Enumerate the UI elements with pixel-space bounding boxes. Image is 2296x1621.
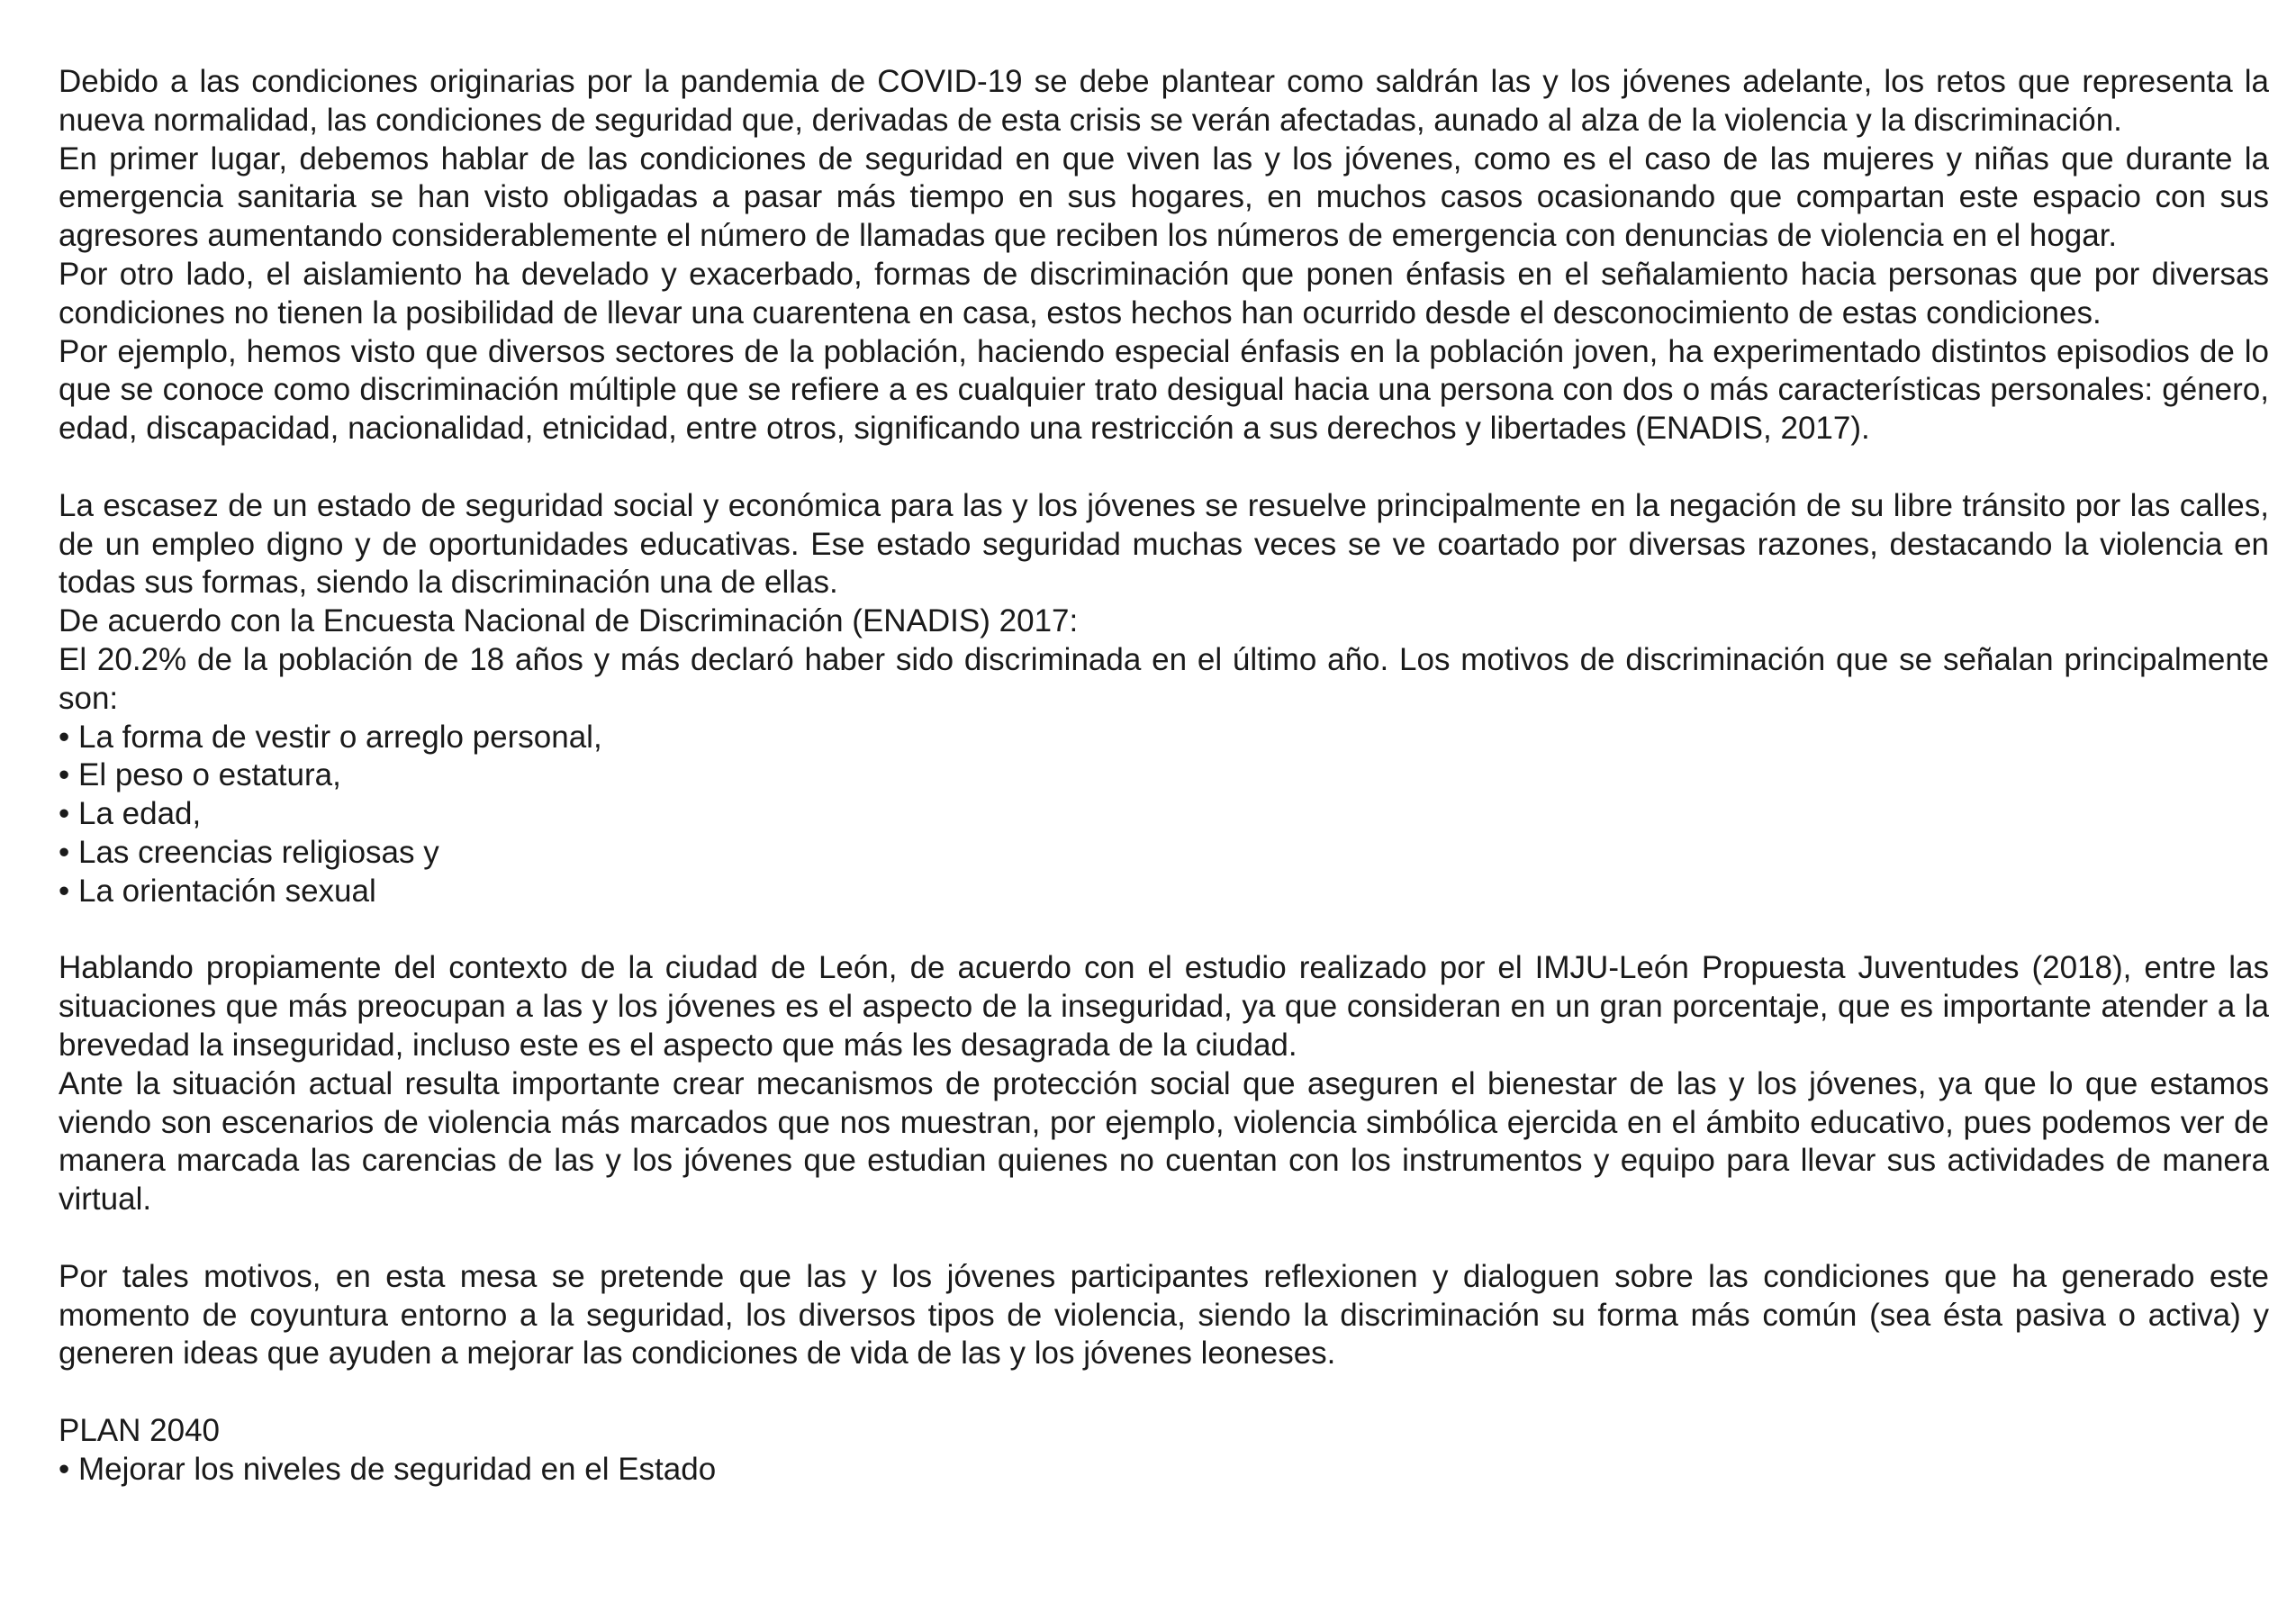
blank-line [59,1219,2269,1258]
list-item: • La forma de vestir o arreglo personal, [59,719,602,755]
list-item: • El peso o estatura, [59,757,341,793]
paragraph-scarcity: La escasez de un estado de seguridad social y económica para las y los jóvenes se resuelve principalmente en la negación de su libre tránsito por las calles, de un empleo digno y de oportunidades educativas. Ese estado seguridad muchas veces se ve coartado por diversas razones, destacando la violencia en todas sus formas, siendo la discriminación una de ellas. [59,487,2269,601]
paragraph-conclusion: Por tales motivos, en esta mesa se pretende que las y los jóvenes participantes reflexionen y dialoguen sobre las condiciones que ha generado este momento de coyuntura entorno a la seguridad, los diversos tipos de violencia, siendo la discriminación su forma más común (sea ésta pasiva o activa) y generen ideas que ayuden a mejorar las condiciones de vida de las y los jóvenes leoneses. [59,1258,2269,1372]
paragraph-intro: Debido a las condiciones originarias por la pandemia de COVID-19 se debe plantear como saldrán las y los jóvenes adelante, los retos que representa la nueva normalidad, las condiciones de seguridad que, derivadas de esta crisis se verán afectadas, aunado al alza de la violencia y la discriminación. [59,64,2269,138]
discrimination-reasons-list [59,719,2269,911]
paragraph-multiple-discrimination: Por ejemplo, hemos visto que diversos sectores de la población, haciendo especial énfasis en la población joven, ha experimentado distintos episodios de lo que se conoce como discriminación múltiple que se refiere a es cualquier trato desigual hacia una persona con dos o más características personales: género, edad, discapacidad, nacionalidad, etnicidad, entre otros, significando una restricción a sus derechos y libertades (ENADIS, 2017). [59,333,2269,447]
blank-line [59,448,2269,487]
paragraph-social-protection: Ante la situación actual resulta importante crear mecanismos de protección social que aseguren el bienestar de las y los jóvenes, ya que lo que estamos viendo son escenarios de violencia más marcados que nos muestran, por ejemplo, violencia simbólica ejercida en el ámbito educativo, pues podemos ver de manera marcada las carencias de las y los jóvenes que estudian quienes no cuentan con los instrumentos y equipo para llevar sus actividades de manera virtual. [59,1065,2269,1218]
list-item: • La orientación sexual [59,873,376,909]
paragraph-leon-context: Hablando propiamente del contexto de la ciudad de León, de acuerdo con el estudio realizado por el IMJU-León Propuesta Juventudes (2018), entre las situaciones que más preocupan a las y los jóvenes es el aspecto de la inseguridad, ya que consideran en un gran porcentaje, que es importante atender a la brevedad la inseguridad, incluso este es el aspecto que más les desagrada de la ciudad. [59,950,2269,1063]
paragraph-security-conditions: En primer lugar, debemos hablar de las condiciones de seguridad en que viven las y los jóvenes, como es el caso de las mujeres y niñas que durante la emergencia sanitaria se han visto obligadas a pasar más tiempo en sus hogares, en muchos casos ocasionando que compartan este espacio con sus agresores aumentando considerablemente el número de llamadas que reciben los números de emergencia con denuncias de violencia en el hogar. [59,140,2269,254]
paragraph-isolation: Por otro lado, el aislamiento ha develado y exacerbado, formas de discriminación que ponen énfasis en el señalamiento hacia personas que por diversas condiciones no tienen la posibilidad de llevar una cuarentena en casa, estos hechos han ocurrido desde el desconocimiento de estas condiciones. [59,256,2269,331]
plan-heading: PLAN 2040 [59,1412,221,1448]
blank-line [59,911,2269,950]
list-item: • Las creencias religiosas y [59,834,439,870]
paragraph-enadis-stat: El 20.2% de la población de 18 años y más declaró haber sido discriminada en el último año. Los motivos de discriminación que se señalan principalmente son: [59,641,2269,716]
blank-line [59,1373,2269,1412]
paragraph-enadis-intro: De acuerdo con la Encuesta Nacional de Discriminación (ENADIS) 2017: [59,603,1079,639]
document-page [59,63,2269,1489]
list-item: • La edad, [59,796,202,832]
list-item: • Mejorar los niveles de seguridad en el Estado [59,1451,717,1487]
